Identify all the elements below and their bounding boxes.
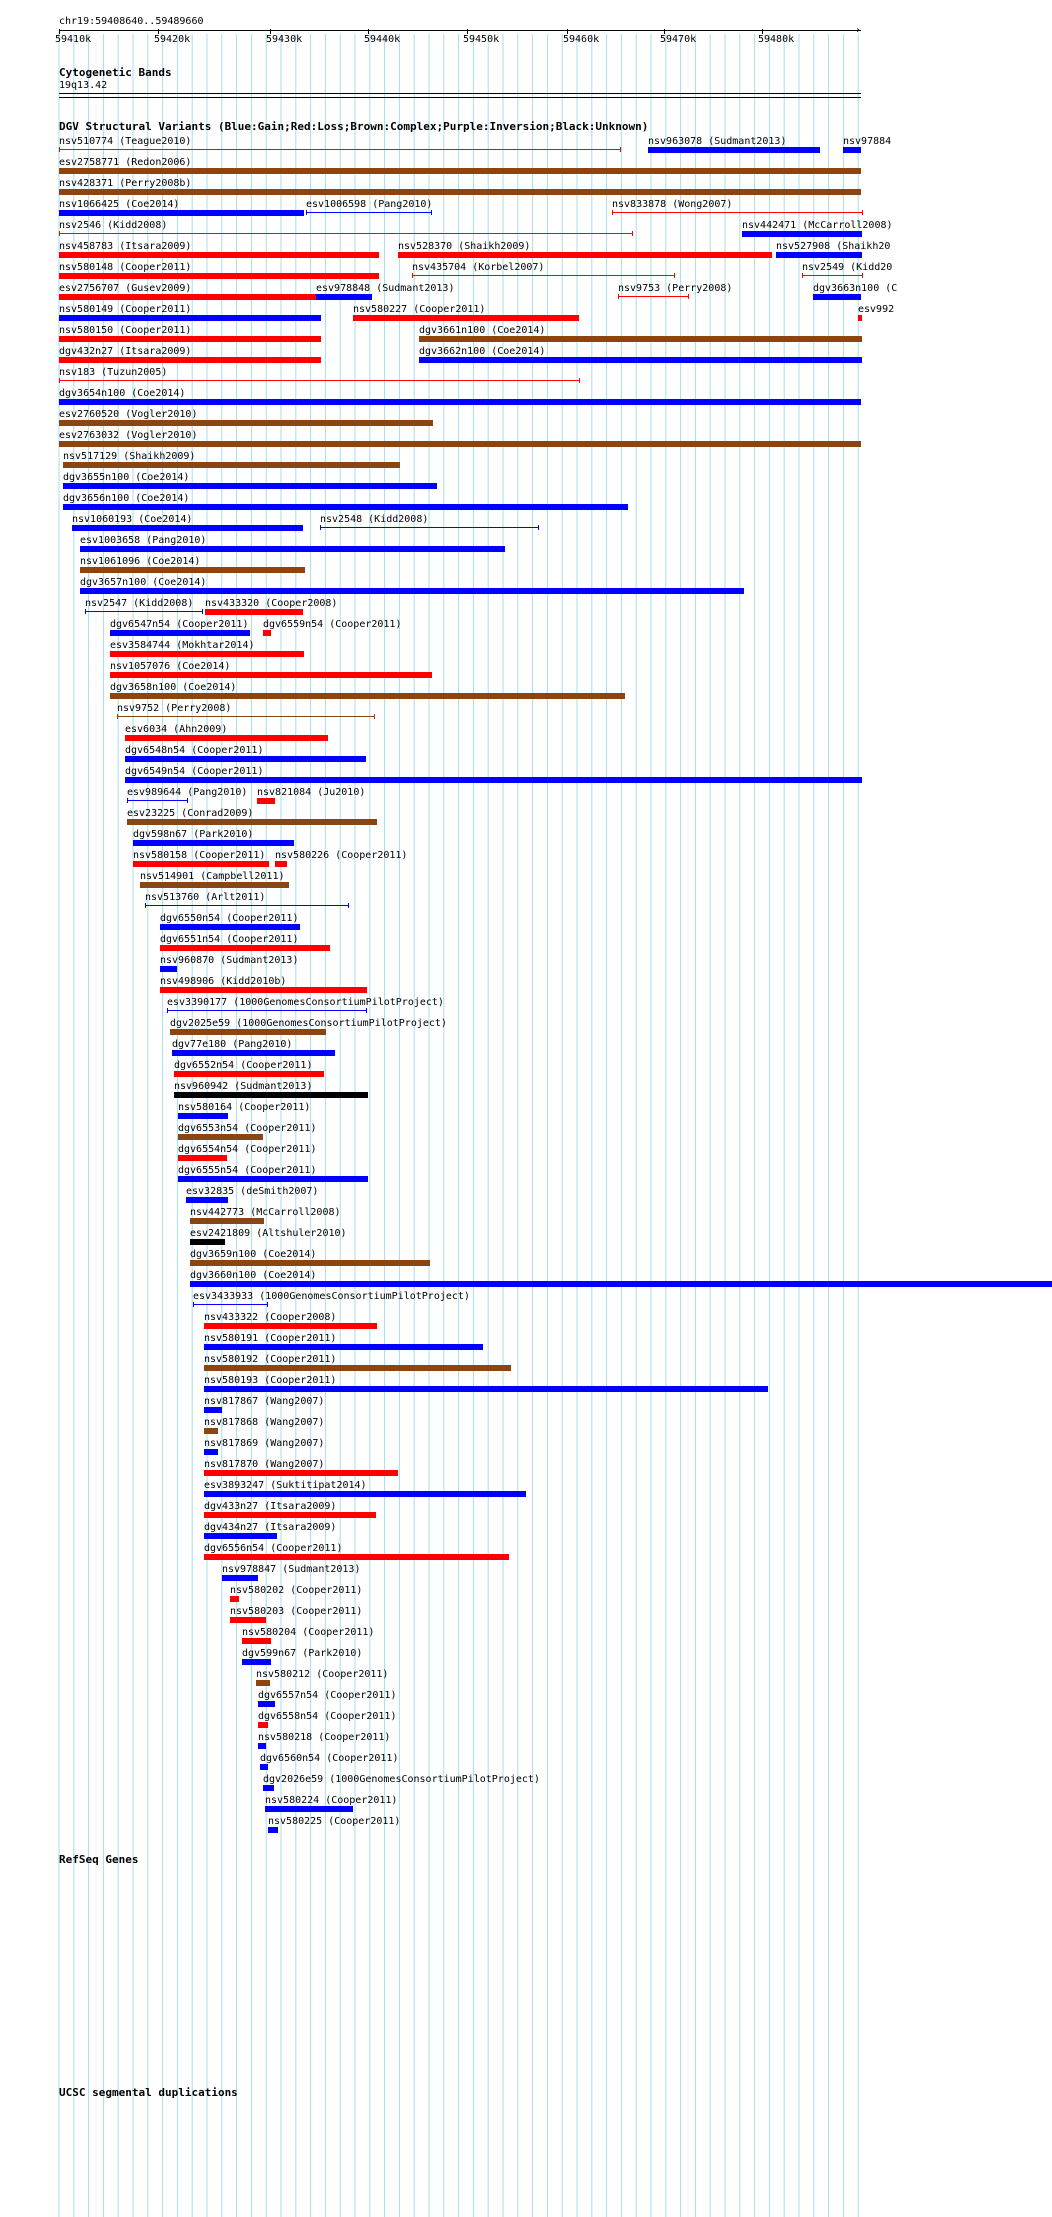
sv-label: dgv3661n100 (Coe2014) [419,325,546,336]
sv-bar [190,1281,1052,1287]
sv-label: dgv434n27 (Itsara2009) [204,1522,337,1533]
sv-bar [204,1365,511,1371]
sv-label: nsv580158 (Cooper2011) [133,850,266,861]
axis-tick-mark [270,29,271,34]
sv-label: nsv821084 (Ju2010) [257,787,366,798]
sv-label: dgv2026e59 (1000GenomesConsortiumPilotProject) [263,1774,540,1785]
sv-endcap [267,1302,268,1307]
sv-label: esv2760520 (Vogler2010) [59,409,198,420]
dgv-track-title: DGV Structural Variants (Blue:Gain;Red:Loss;Brown:Complex;Purple:Inversion;Black:Unknown) [59,120,649,133]
sv-bar [204,1533,277,1539]
sv-label: esv2421809 (Altshuler2010) [190,1228,347,1239]
axis-tick-label: 59420k [154,34,191,45]
sv-label: esv32835 (deSmith2007) [186,1186,319,1197]
sv-label: esv2756707 (Gusev2009) [59,283,192,294]
sv-label: nsv435704 (Korbel2007) [412,262,545,273]
sv-bar [190,1218,264,1224]
sv-endcap [117,714,118,719]
sv-bar [742,231,862,237]
sv-label: nsv580225 (Cooper2011) [268,1816,401,1827]
sv-label: nsv580212 (Cooper2011) [256,1669,389,1680]
sv-label: nsv580202 (Cooper2011) [230,1585,363,1596]
sv-label: dgv3663n100 (C [813,283,898,294]
sv-endcap [431,210,432,215]
sv-line [85,611,202,612]
sv-bar [170,1029,326,1035]
sv-bar [263,1785,274,1791]
sv-label: dgv6554n54 (Cooper2011) [178,1144,317,1155]
sv-label: nsv510774 (Teague2010) [59,136,192,147]
sv-label: nsv527908 (Shaikh20 [776,241,891,252]
sv-label: nsv833878 (Wong2007) [612,199,733,210]
ruler-arrow: › [855,25,862,36]
sv-endcap [59,147,60,152]
sv-label: dgv432n27 (Itsara2009) [59,346,192,357]
sv-label: dgv599n67 (Park2010) [242,1648,363,1659]
sv-endcap [320,525,321,530]
sv-label: nsv1060193 (Coe2014) [72,514,193,525]
sv-line [320,527,538,528]
sv-bar [190,1239,225,1245]
cyto-track-title: Cytogenetic Bands [59,66,172,79]
sv-endcap [348,903,349,908]
sv-bar [776,252,862,258]
sv-bar [160,987,367,993]
sv-label: esv978848 (Sudmant2013) [316,283,455,294]
sv-label: nsv978847 (Sudmant2013) [222,1564,361,1575]
sv-bar [204,1554,509,1560]
sv-bar [110,651,304,657]
sv-label: nsv1061096 (Coe2014) [80,556,201,567]
axis-tick-mark [664,29,665,34]
sv-label: esv992 [858,304,895,315]
sv-bar [258,1743,266,1749]
sv-label: dgv77e180 (Pang2010) [172,1039,293,1050]
sv-label: nsv817869 (Wang2007) [204,1438,325,1449]
sv-bar [204,1407,222,1413]
sv-bar [260,1764,268,1770]
sv-label: dgv6548n54 (Cooper2011) [125,745,264,756]
sv-bar [204,1323,377,1329]
sv-bar [258,1701,275,1707]
sv-label: dgv6551n54 (Cooper2011) [160,934,299,945]
sv-bar [59,336,321,342]
sv-line [127,800,187,801]
sv-endcap [306,210,307,215]
sv-label: dgv6550n54 (Cooper2011) [160,913,299,924]
sv-line [167,1010,366,1011]
sv-label: nsv433322 (Cooper2008) [204,1312,337,1323]
sv-bar [178,1134,263,1140]
sv-label: nsv1057076 (Coe2014) [110,661,231,672]
sv-endcap [85,609,86,614]
sv-label: esv3433933 (1000GenomesConsortiumPilotProject) [193,1291,470,1302]
sv-bar [172,1050,335,1056]
sv-label: nsv2546 (Kidd2008) [59,220,168,231]
sv-label: nsv442471 (McCarroll2008) [742,220,893,231]
sv-label: nsv817868 (Wang2007) [204,1417,325,1428]
axis-tick-mark [368,29,369,34]
sv-bar [63,504,628,510]
sv-label: nsv580149 (Cooper2011) [59,304,192,315]
sv-label: dgv6547n54 (Cooper2011) [110,619,249,630]
sv-label: nsv528370 (Shaikh2009) [398,241,531,252]
sv-label: nsv580227 (Cooper2011) [353,304,486,315]
sv-endcap [802,273,803,278]
sv-label: nsv963078 (Sudmant2013) [648,136,787,147]
axis-tick-mark [762,29,763,34]
sv-label: esv3893247 (Suktitipat2014) [204,1480,367,1491]
sv-label: dgv6549n54 (Cooper2011) [125,766,264,777]
cyto-band-top [59,93,861,94]
sv-label: nsv514901 (Campbell2011) [140,871,285,882]
sv-bar [186,1197,228,1203]
sv-bar [204,1470,398,1476]
sv-bar [256,1680,270,1686]
sv-label: esv989644 (Pang2010) [127,787,248,798]
sv-label: esv1006598 (Pang2010) [306,199,433,210]
sv-line [306,212,431,213]
sv-label: esv1003658 (Pang2010) [80,535,207,546]
sv-bar [80,546,505,552]
sv-bar [125,735,328,741]
sv-line [59,149,620,150]
sv-line [59,380,579,381]
sv-bar [133,861,269,867]
sv-bar [398,252,772,258]
axis-tick-mark [467,29,468,34]
refseq-track-title: RefSeq Genes [59,1853,139,1866]
sv-bar [59,441,861,447]
sv-bar [205,609,303,615]
sv-endcap [862,273,863,278]
sv-bar [174,1071,324,1077]
sv-label: dgv3660n100 (Coe2014) [190,1270,317,1281]
sv-label: dgv3658n100 (Coe2014) [110,682,237,693]
sv-label: nsv960942 (Sudmant2013) [174,1081,313,1092]
sv-label: nsv580192 (Cooper2011) [204,1354,337,1365]
sv-bar [353,315,579,321]
sv-bar [59,357,321,363]
sv-bar [59,315,321,321]
sv-endcap [193,1302,194,1307]
sv-bar [648,147,820,153]
sv-bar [204,1428,218,1434]
sv-line [802,275,862,276]
axis-tick-label: 59440k [364,34,401,45]
sv-label: nsv817867 (Wang2007) [204,1396,325,1407]
sv-bar [178,1113,228,1119]
sv-line [145,905,348,906]
sv-bar [160,945,330,951]
sv-label: nsv442773 (McCarroll2008) [190,1207,341,1218]
sv-bar [59,210,304,216]
sv-bar [258,1722,268,1728]
sv-label: esv2763032 (Vogler2010) [59,430,198,441]
sv-label: dgv3662n100 (Coe2014) [419,346,546,357]
sv-bar [72,525,303,531]
sv-bar [59,168,861,174]
sv-label: nsv580150 (Cooper2011) [59,325,192,336]
sv-bar [125,777,862,783]
sv-label: nsv513760 (Arlt2011) [145,892,266,903]
sv-label: dgv3657n100 (Coe2014) [80,577,207,588]
sv-bar [230,1617,266,1623]
sv-label: nsv580148 (Cooper2011) [59,262,192,273]
sv-label: nsv580191 (Cooper2011) [204,1333,337,1344]
sv-label: esv2758771 (Redon2006) [59,157,192,168]
sv-label: nsv9752 (Perry2008) [117,703,232,714]
sv-endcap [366,1008,367,1013]
sv-label: nsv1066425 (Coe2014) [59,199,180,210]
sv-bar [242,1638,271,1644]
axis-tick-mark [59,29,60,34]
sv-label: nsv2547 (Kidd2008) [85,598,194,609]
sv-bar [133,840,294,846]
sv-label: dgv6557n54 (Cooper2011) [258,1690,397,1701]
sv-line [117,716,374,717]
sv-line [618,296,688,297]
sv-endcap [127,798,128,803]
sv-label: nsv2548 (Kidd2008) [320,514,429,525]
sv-label: dgv2025e59 (1000GenomesConsortiumPilotProject) [170,1018,447,1029]
sv-bar [858,315,862,321]
sv-label: nsv2549 (Kidd20 [802,262,893,273]
sv-label: nsv580204 (Cooper2011) [242,1627,375,1638]
sv-endcap [412,273,413,278]
cyto-band-label: 19q13.42 [59,80,108,91]
sv-label: dgv598n67 (Park2010) [133,829,254,840]
sv-label: dgv3655n100 (Coe2014) [63,472,190,483]
sv-bar [204,1512,376,1518]
sv-label: dgv3654n100 (Coe2014) [59,388,186,399]
cyto-band-bottom [59,97,861,98]
sv-label: esv3390177 (1000GenomesConsortiumPilotProject) [167,997,444,1008]
position-readout: chr19:59408640..59489660 [59,16,204,27]
sv-label: dgv6560n54 (Cooper2011) [260,1753,399,1764]
axis-tick-label: 59410k [55,34,92,45]
sv-endcap [612,210,613,215]
sv-bar [190,1260,430,1266]
sv-label: nsv9753 (Perry2008) [618,283,733,294]
sv-label: nsv458783 (Itsara2009) [59,241,192,252]
sv-endcap [632,231,633,236]
sv-label: dgv6558n54 (Cooper2011) [258,1711,397,1722]
sv-endcap [618,294,619,299]
axis-tick-mark [567,29,568,34]
sv-bar [843,147,861,153]
axis-tick-label: 59460k [563,34,600,45]
sv-label: dgv6559n54 (Cooper2011) [263,619,402,630]
sv-endcap [579,378,580,383]
sv-bar [230,1596,239,1602]
sv-line [59,233,632,234]
sv-bar [110,693,625,699]
sv-bar [63,462,400,468]
axis-tick-label: 59450k [463,34,500,45]
sv-endcap [167,1008,168,1013]
sv-endcap [145,903,146,908]
sv-endcap [862,210,863,215]
sv-label: dgv3656n100 (Coe2014) [63,493,190,504]
sv-label: esv6034 (Ahn2009) [125,724,228,735]
sv-bar [178,1155,227,1161]
sv-bar [59,420,433,426]
sv-label: dgv6552n54 (Cooper2011) [174,1060,313,1071]
sv-endcap [374,714,375,719]
sv-label: nsv580203 (Cooper2011) [230,1606,363,1617]
sv-label: dgv433n27 (Itsara2009) [204,1501,337,1512]
sv-bar [204,1449,218,1455]
sv-endcap [59,231,60,236]
sv-bar [275,861,287,867]
sv-bar [125,756,366,762]
sv-label: dgv6553n54 (Cooper2011) [178,1123,317,1134]
sv-endcap [620,147,621,152]
sv-label: dgv3659n100 (Coe2014) [190,1249,317,1260]
sv-label: nsv580193 (Cooper2011) [204,1375,337,1386]
sv-bar [59,294,321,300]
sv-bar [242,1659,271,1665]
sv-bar [265,1806,353,1812]
ruler-line [59,30,861,31]
sv-bar [59,273,379,279]
sv-bar [110,630,250,636]
sv-bar [419,357,862,363]
sv-bar [80,567,305,573]
sv-bar [316,294,372,300]
sv-endcap [202,609,203,614]
sv-endcap [674,273,675,278]
sv-bar [178,1176,368,1182]
sv-label: dgv6556n54 (Cooper2011) [204,1543,343,1554]
sv-bar [204,1491,526,1497]
sv-bar [63,483,437,489]
sv-bar [174,1092,368,1098]
sv-bar [257,798,275,804]
sv-bar [59,399,861,405]
sv-bar [813,294,861,300]
sv-bar [160,966,177,972]
sv-bar [140,882,289,888]
sv-label: dgv6555n54 (Cooper2011) [178,1165,317,1176]
sv-label: nsv817870 (Wang2007) [204,1459,325,1470]
sv-bar [110,672,432,678]
sv-bar [204,1344,483,1350]
sv-label: nsv580218 (Cooper2011) [258,1732,391,1743]
segdup-track-title: UCSC segmental duplications [59,2086,238,2099]
sv-bar [80,588,744,594]
sv-endcap [688,294,689,299]
sv-label: nsv580224 (Cooper2011) [265,1795,398,1806]
sv-label: nsv580226 (Cooper2011) [275,850,408,861]
sv-line [612,212,862,213]
sv-label: nsv183 (Tuzun2005) [59,367,168,378]
sv-bar [204,1386,768,1392]
sv-label: esv23225 (Conrad2009) [127,808,254,819]
sv-endcap [187,798,188,803]
sv-label: nsv428371 (Perry2008b) [59,178,192,189]
axis-tick-label: 59470k [660,34,697,45]
sv-label: nsv517129 (Shaikh2009) [63,451,196,462]
sv-endcap [59,378,60,383]
sv-bar [59,189,861,195]
sv-line [412,275,674,276]
sv-label: esv3584744 (Mokhtar2014) [110,640,255,651]
sv-bar [160,924,300,930]
sv-label: nsv960870 (Sudmant2013) [160,955,299,966]
sv-line [193,1304,267,1305]
sv-label: nsv580164 (Cooper2011) [178,1102,311,1113]
sv-bar [59,252,379,258]
sv-endcap [538,525,539,530]
sv-bar [263,630,271,636]
sv-label: nsv498906 (Kidd2010b) [160,976,287,987]
axis-tick-label: 59430k [266,34,303,45]
axis-tick-label: 59480k [758,34,795,45]
sv-bar [127,819,377,825]
sv-bar [222,1575,258,1581]
sv-label: nsv97884 [843,136,892,147]
sv-label: nsv433320 (Cooper2008) [205,598,338,609]
sv-bar [419,336,862,342]
sv-bar [268,1827,278,1833]
axis-tick-mark [158,29,159,34]
